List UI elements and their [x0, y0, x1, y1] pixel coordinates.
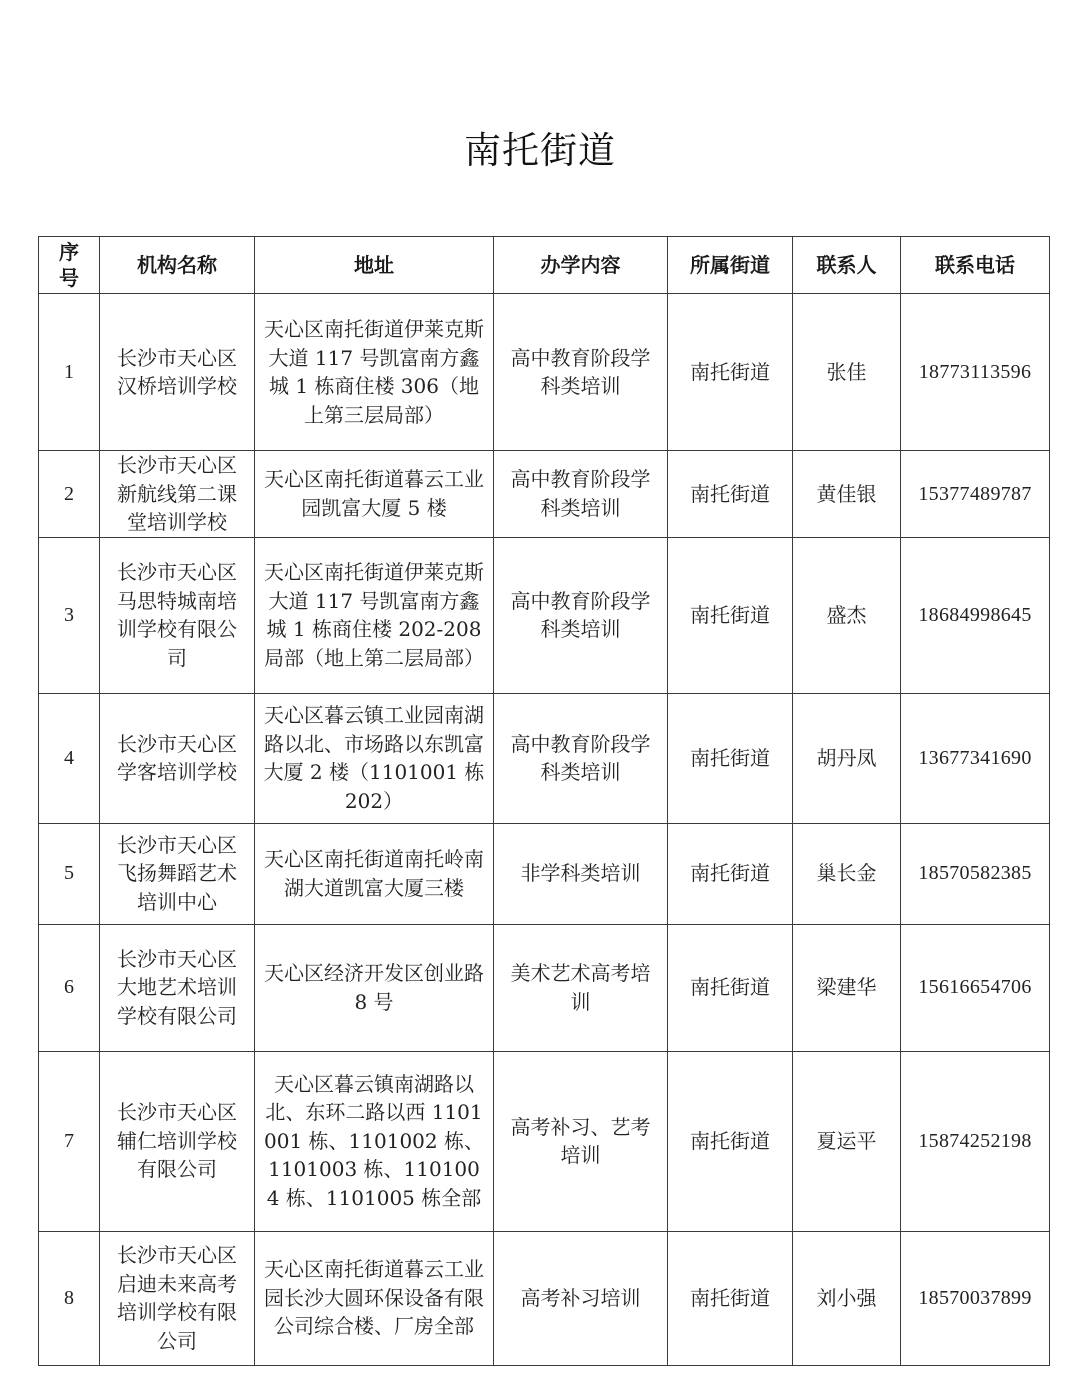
- cell-phone: 15616654706: [901, 924, 1050, 1051]
- cell-phone: 15874252198: [901, 1051, 1050, 1231]
- cell-phone: 18570582385: [901, 823, 1050, 924]
- cell-name: 长沙市天心区辅仁培训学校有限公司: [100, 1051, 255, 1231]
- page-title: 南托街道: [464, 129, 616, 172]
- cell-phone: 18570037899: [901, 1231, 1050, 1365]
- cell-content: 高中教育阶段学科类培训: [494, 693, 668, 823]
- cell-seq: 7: [39, 1051, 100, 1231]
- cell-name: 长沙市天心区大地艺术培训学校有限公司: [100, 924, 255, 1051]
- cell-contact: 张佳: [793, 294, 901, 451]
- cell-address: 天心区暮云镇南湖路以北、东环二路以西 1101001 栋、1101002 栋、1101003 栋、1101004 栋、1101005 栋全部: [255, 1051, 494, 1231]
- cell-address: 天心区经济开发区创业路 8 号: [255, 924, 494, 1051]
- cell-street: 南托街道: [668, 924, 793, 1051]
- cell-address: 天心区暮云镇工业园南湖路以北、市场路以东凯富大厦 2 楼（1101001 栋 202）: [255, 693, 494, 823]
- cell-street: 南托街道: [668, 1231, 793, 1365]
- table-header-row: [39, 237, 1050, 294]
- training-institutions-table: [38, 236, 1050, 1366]
- cell-street: 南托街道: [668, 537, 793, 693]
- table-row: [39, 1231, 1050, 1365]
- header-phone: 联系电话: [901, 237, 1050, 294]
- cell-contact: 刘小强: [793, 1231, 901, 1365]
- cell-contact: 梁建华: [793, 924, 901, 1051]
- cell-content: 美术艺术高考培训: [494, 924, 668, 1051]
- cell-content: 非学科类培训: [494, 823, 668, 924]
- cell-name: 长沙市天心区飞扬舞蹈艺术培训中心: [100, 823, 255, 924]
- cell-contact: 盛杰: [793, 537, 901, 693]
- cell-name: 长沙市天心区启迪未来高考培训学校有限公司: [100, 1231, 255, 1365]
- cell-address: 天心区南托街道南托岭南湖大道凯富大厦三楼: [255, 823, 494, 924]
- cell-content: 高考补习培训: [494, 1231, 668, 1365]
- cell-content: 高中教育阶段学科类培训: [494, 451, 668, 538]
- header-street: 所属街道: [668, 237, 793, 294]
- cell-address: 天心区南托街道伊莱克斯大道 117 号凯富南方鑫城 1 栋商住楼 306（地上第三层局部）: [255, 294, 494, 451]
- cell-contact: 黄佳银: [793, 451, 901, 538]
- cell-address: 天心区南托街道暮云工业园长沙大圆环保设备有限公司综合楼、厂房全部: [255, 1231, 494, 1365]
- header-seq: 序号: [39, 237, 100, 294]
- cell-seq: 4: [39, 693, 100, 823]
- cell-content: 高考补习、艺考培训: [494, 1051, 668, 1231]
- cell-phone: 18684998645: [901, 537, 1050, 693]
- cell-seq: 2: [39, 451, 100, 538]
- cell-street: 南托街道: [668, 693, 793, 823]
- cell-street: 南托街道: [668, 1051, 793, 1231]
- cell-seq: 8: [39, 1231, 100, 1365]
- cell-seq: 1: [39, 294, 100, 451]
- cell-name: 长沙市天心区新航线第二课堂培训学校: [100, 451, 255, 538]
- cell-street: 南托街道: [668, 451, 793, 538]
- table-row: [39, 693, 1050, 823]
- cell-street: 南托街道: [668, 294, 793, 451]
- cell-seq: 6: [39, 924, 100, 1051]
- cell-name: 长沙市天心区汉桥培训学校: [100, 294, 255, 451]
- cell-contact: 巢长金: [793, 823, 901, 924]
- table-row: [39, 924, 1050, 1051]
- table-row: [39, 823, 1050, 924]
- cell-address: 天心区南托街道暮云工业园凯富大厦 5 楼: [255, 451, 494, 538]
- cell-content: 高中教育阶段学科类培训: [494, 537, 668, 693]
- cell-street: 南托街道: [668, 823, 793, 924]
- table-row: [39, 451, 1050, 538]
- header-address: 地址: [255, 237, 494, 294]
- table-row: [39, 294, 1050, 451]
- header-content: 办学内容: [494, 237, 668, 294]
- cell-name: 长沙市天心区学客培训学校: [100, 693, 255, 823]
- cell-content: 高中教育阶段学科类培训: [494, 294, 668, 451]
- cell-seq: 5: [39, 823, 100, 924]
- table-row: [39, 537, 1050, 693]
- cell-address: 天心区南托街道伊莱克斯大道 117 号凯富南方鑫城 1 栋商住楼 202-208 局部（地上第二层局部）: [255, 537, 494, 693]
- cell-name: 长沙市天心区马思特城南培训学校有限公司: [100, 537, 255, 693]
- cell-seq: 3: [39, 537, 100, 693]
- header-contact: 联系人: [793, 237, 901, 294]
- cell-contact: 胡丹凤: [793, 693, 901, 823]
- cell-contact: 夏运平: [793, 1051, 901, 1231]
- cell-phone: 18773113596: [901, 294, 1050, 451]
- table-row: [39, 1051, 1050, 1231]
- header-name: 机构名称: [100, 237, 255, 294]
- cell-phone: 15377489787: [901, 451, 1050, 538]
- cell-phone: 13677341690: [901, 693, 1050, 823]
